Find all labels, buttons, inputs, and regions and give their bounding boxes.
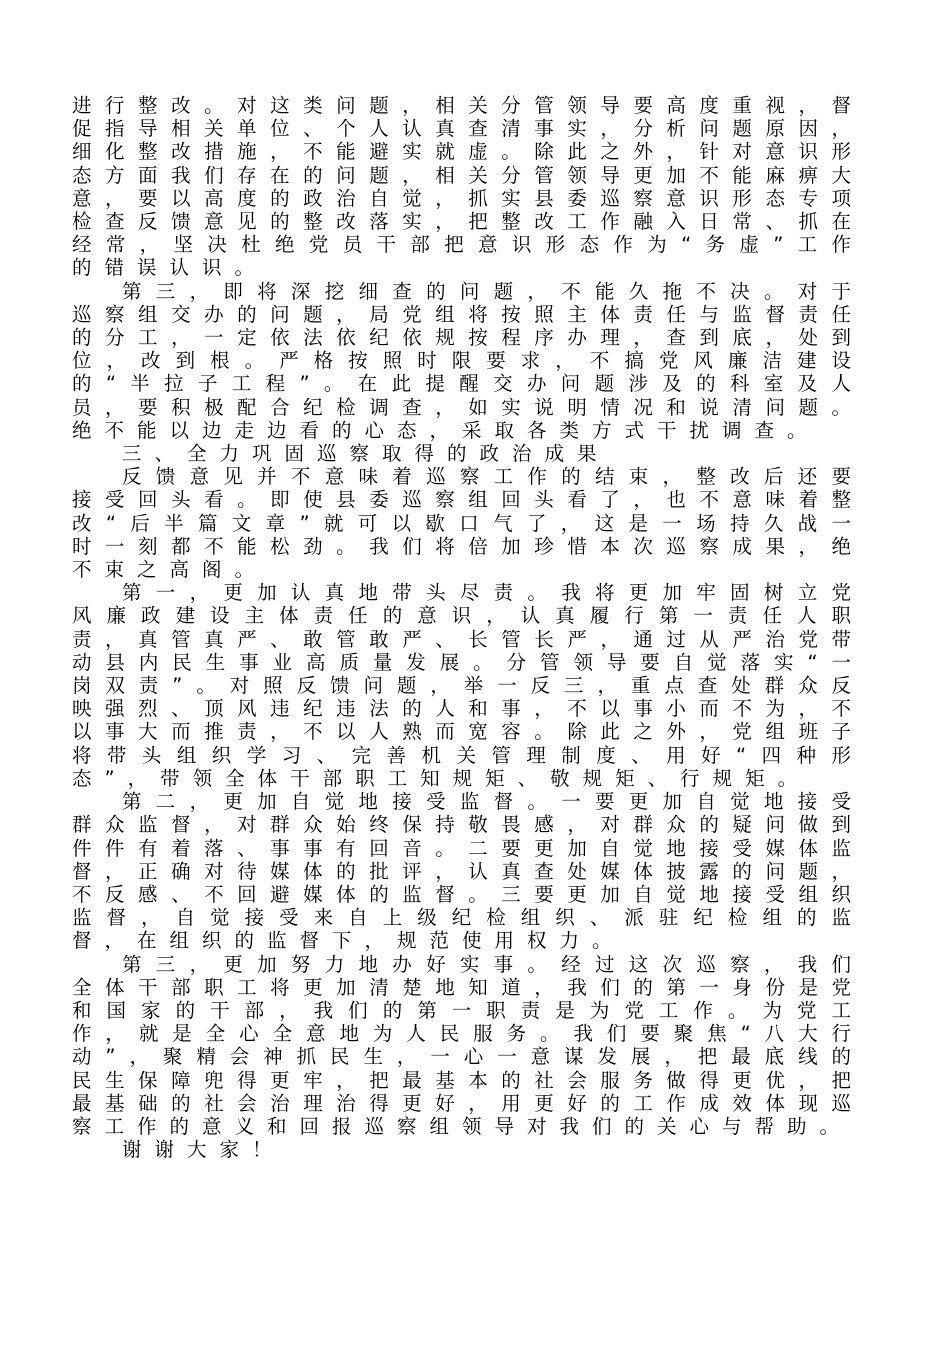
document-body (72, 94, 864, 1161)
section-heading-consolidate-results: 三、全力巩固巡察取得的政治成果 (122, 442, 610, 466)
closing-thanks: 谢谢大家！ (122, 1138, 285, 1162)
paragraph-feedback-not-end: 反馈意见并不意味着巡察工作的结束，整改后还要接受回头看。即使县委巡察组回头看了，也不意味着整改“后半篇文章”就可以歇口气了，这是一场持久战一时一刻都不能松劲。我们将倍加珍惜本次巡察成果，绝不束之高阁。 (72, 465, 864, 582)
paragraph-first-responsibility: 第一，更加认真地带头尽责。我将更加牢固树立党风廉政建设主体责任的意识，认真履行第一责任人职责，真管真严、敢管敢严、长管长严，通过从严治党带动县内民生事业高质量发展。分管领导要自觉落实“一岗双责”。对照反馈问题，举一反三，重点查处群众反映强烈、顶风违纪违法的人和事，不以事小而不为，不以事大而推责，不以人熟而宽容。除此之外，党组班子将带头组织学习、完善机关管理制度、用好“四种形态”，带领全体干部职工知规矩、敬规矩、行规矩。 (72, 581, 864, 790)
paragraph-second-supervision: 第二，更加自觉地接受监督。一要更加自觉地接受群众监督，对群众始终保持敬畏感，对群众的疑问做到件件有着落、事事有回音。二要更加自觉地接受媒体监督，正确对待媒体的批评，认真查处媒体披露的问题，不反感、不回避媒体的监督。三要更加自觉地接受组织监督，自觉接受来自上级纪检组织、派驻纪检组的监督，在组织的监督下，规范使用权力。 (72, 790, 864, 953)
paragraph-third-investigation: 第三，即将深挖细查的问题，不能久拖不决。对于巡察组交办的问题，局党组将按照主体责任与监督责任的分工，一定依法依纪依规按程序办理，查到底，处到位，改到根。严格按照时限要求，不搞党风廉洁建设的“半拉子工程”。在此提醒交办问题涉及的科室及人员，要积极配合纪检调查，如实说明情况和说清问题。绝不能以边走边看的心态，采取各类方式干扰调查。 (72, 279, 864, 442)
paragraph-third-practical-work: 第三，更加努力地办好实事。经过这次巡察，我们全体干部职工将更加清楚地知道，我们的第一身份是党和国家的干部，我们的第一职责是为党工作。为党工作，就是全心全意地为人民服务。我们要聚焦“八大行动”，聚精会神抓民生，一心一意谋发展，把最底线的民生保障兜得更牢，把最基本的社会服务做得更优，把最基础的社会治理治得更好，用更好的工作成效体现巡察工作的意义和回报巡察组领导对我们的关心与帮助。 (72, 952, 864, 1138)
paragraph-rectification-leaders: 进行整改。对这类问题，相关分管领导要高度重视，督促指导相关单位、个人认真查清事实，分析问题原因，细化整改措施，不能避实就虚。除此之外，针对意识形态方面我们存在的问题，相关分管领导更加不能麻痹大意，要以高度的政治自觉，抓实县委巡察意识形态专项检查反馈意见的整改落实，把整改工作融入日常、抓在经常，坚决杜绝党员干部把意识形态作为“务虚”工作的错误认识。 (72, 94, 864, 280)
